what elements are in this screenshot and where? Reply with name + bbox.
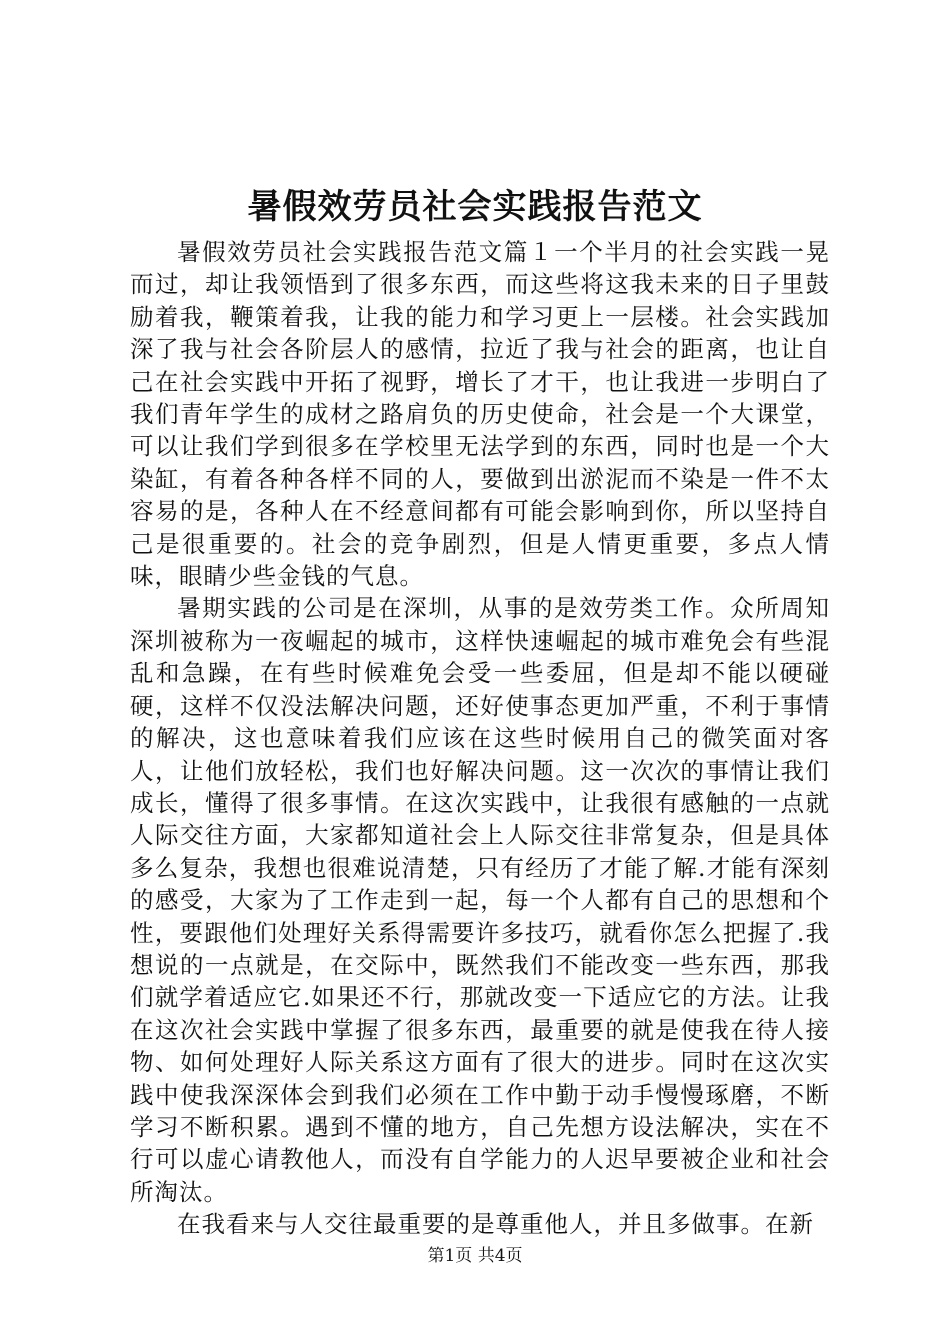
paragraph-3: 在我看来与人交往最重要的是尊重他人，并且多做事。在新 <box>177 1210 814 1239</box>
page-footer: 第1页 共4页 <box>427 1246 523 1266</box>
paragraph-2: 暑期实践的公司是在深圳，从事的是效劳类工作。众所周知深圳被称为一夜崛起的城市，这样快速崛起的城市难免会有些混乱和急躁，在有些时候难免会受一些委屈，但是却不能以硬碰硬，这样不仅没法解决问题，还好使事态更加严重，不利于事情的解决，这也意味着我们应该在这些时候用自己的微笑面对客人，让他们放轻松，我们也好解决问题。这一次次的事情让我们成长，懂得了很多事情。在这次实践中，让我很有感触的一点就人际交往方面，大家都知道社会上人际交往非常复杂，但是具体多么复杂，我想也很难说清楚，只有经历了才能了解.才能有深刻的感受，大家为了工作走到一起，每一个人都有自己的思想和个性，要跟他们处理好关系得需要许多技巧，就看你怎么把握了.我想说的一点就是，在交际中，既然我们不能改变一些东西，那我们就学着适应它.如果还不行，那就改变一下适应它的方法。让我在这次社会实践中掌握了很多东西，最重要的就是使我在待人接物、如何处理好人际关系这方面有了很大的进步。同时在这次实践中使我深深体会到我们必须在工作中勤于动手慢慢琢磨，不断学习不断积累。遇到不懂的地方，自己先想方设法解决，实在不行可以虚心请教他人，而没有自学能力的人迟早要被企业和社会所淘汰。 <box>130 594 830 1206</box>
document-body <box>130 236 830 1241</box>
paragraph-1: 暑假效劳员社会实践报告范文篇１一个半月的社会实践一晃而过，却让我领悟到了很多东西，而这些将这我未来的日子里鼓励着我，鞭策着我，让我的能力和学习更上一层楼。社会实践加深了我与社会各阶层人的感情，拉近了我与社会的距离，也让自己在社会实践中开拓了视野，增长了才干，也让我进一步明白了我们青年学生的成材之路肩负的历史使命，社会是一个大课堂，可以让我们学到很多在学校里无法学到的东西，同时也是一个大染缸，有着各种各样不同的人，要做到出淤泥而不染是一件不太容易的是，各种人在不经意间都有可能会影响到你，所以坚持自己是很重要的。社会的竞争剧烈，但是人情更重要，多点人情味，眼睛少些金钱的气息。 <box>130 238 830 591</box>
document-title: 暑假效劳员社会实践报告范文 <box>247 187 703 227</box>
